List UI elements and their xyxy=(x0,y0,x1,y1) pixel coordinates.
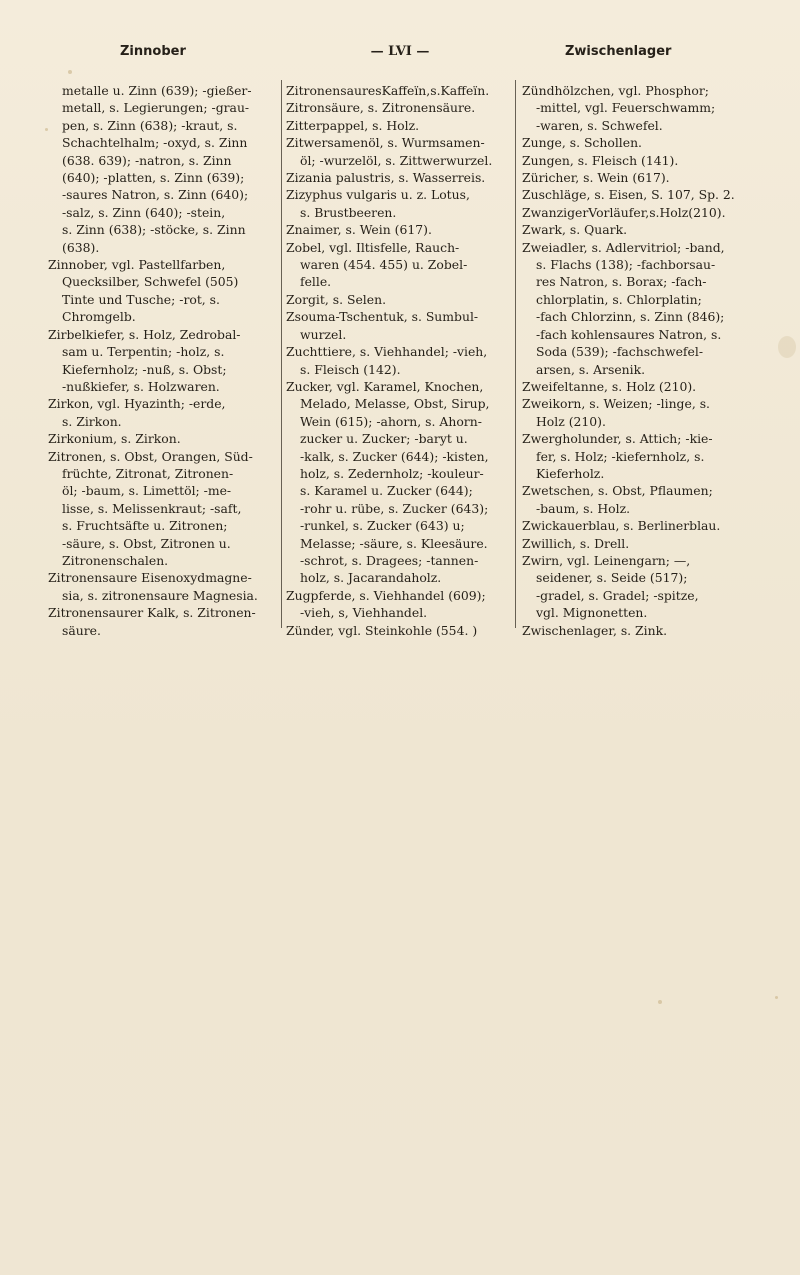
index-entry-line: -kalk, s. Zucker (644); -kisten, xyxy=(300,448,489,464)
index-entry-line: Kieferholz. xyxy=(536,465,605,481)
index-entry-line: Zitronsäure, s. Zitronensäure. xyxy=(286,100,476,116)
index-entry-line: Zwark, s. Quark. xyxy=(522,222,628,238)
index-entry-line: -säure, s. Obst, Zitronen u. xyxy=(62,535,231,551)
index-entry-line: -saures Natron, s. Zinn (640); xyxy=(62,187,249,203)
index-entry-line: Schachtelhalm; -oxyd, s. Zinn xyxy=(62,135,248,151)
index-entry-line: Zwischenlager, s. Zink. xyxy=(522,622,668,638)
index-entry-line: Melado, Melasse, Obst, Sirup, xyxy=(300,396,490,412)
index-entry-line: früchte, Zitronat, Zitronen- xyxy=(62,465,234,481)
index-entry-line: s. Flachs (138); -fachborsau- xyxy=(536,257,716,273)
index-entry-line: -vieh, s, Viehhandel. xyxy=(300,605,428,621)
index-entry-line: chlorplatin, s. Chlorplatin; xyxy=(536,291,702,307)
index-entry-line: Chromgelb. xyxy=(62,309,136,325)
index-entry-line: lisse, s. Melissenkraut; -saft, xyxy=(62,500,242,516)
index-entry-line: Zwergholunder, s. Attich; -kie- xyxy=(522,431,713,447)
index-entry-line: sia, s. zitronensaure Magnesia. xyxy=(62,587,258,603)
index-entry-line: Zweifeltanne, s. Holz (210). xyxy=(522,378,697,394)
index-entry-line: metall, s. Legierungen; -grau- xyxy=(62,100,250,116)
index-entry-line: -schrot, s. Dragees; -tannen- xyxy=(300,552,479,568)
index-entry-line: Zsouma-Tschentuk, s. Sumbul- xyxy=(286,309,479,325)
index-entry-line: Zitterpappel, s. Holz. xyxy=(286,117,420,133)
index-column-2 xyxy=(286,82,512,639)
index-entry-line: Zweikorn, s. Weizen; -linge, s. xyxy=(522,396,711,412)
index-entry-line: Zitronensaure Eisenoxydmagne- xyxy=(48,570,252,586)
index-entry-line: Züricher, s. Wein (617). xyxy=(522,170,670,186)
index-entry-line: s. Karamel u. Zucker (644); xyxy=(300,483,473,499)
index-entry-line: -runkel, s. Zucker (643) u; xyxy=(300,518,465,534)
index-entry-line: ZwanzigerVorläufer,s.Holz(210). xyxy=(522,204,726,220)
index-entry-line: Zitronen, s. Obst, Orangen, Süd- xyxy=(48,448,253,464)
running-head xyxy=(0,44,800,64)
index-entry-line: Quecksilber, Schwefel (505) xyxy=(62,274,239,290)
index-entry-line: Zucker, vgl. Karamel, Knochen, xyxy=(286,378,484,394)
index-entry-line: vgl. Mignonetten. xyxy=(536,605,648,621)
index-entry-line: -gradel, s. Gradel; -spitze, xyxy=(536,587,699,603)
index-entry-line: Zünder, vgl. Steinkohle (554. ) xyxy=(286,622,478,638)
index-entry-line: felle. xyxy=(300,274,332,290)
index-entry-line: (640); -platten, s. Zinn (639); xyxy=(62,170,245,186)
index-entry-line: holz, s. Zedernholz; -kouleur- xyxy=(300,465,484,481)
index-entry-line: öl; -wurzelöl, s. Zittwerwurzel. xyxy=(300,152,493,168)
page-number: — LVI — xyxy=(370,44,430,59)
index-entry-line: Zwillich, s. Drell. xyxy=(522,535,630,551)
index-entry-line: s. Brustbeeren. xyxy=(300,204,397,220)
paper-speck xyxy=(775,996,778,999)
index-entry-line: s. Zirkon. xyxy=(62,413,122,429)
index-entry-line: Zugpferde, s. Viehhandel (609); xyxy=(286,587,486,603)
index-entry-line: fer, s. Holz; -kiefernholz, s. xyxy=(536,448,705,464)
index-entry-line: holz, s. Jacarandaholz. xyxy=(300,570,442,586)
index-entry-line: arsen, s. Arsenik. xyxy=(536,361,646,377)
index-entry-line: seidener, s. Seide (517); xyxy=(536,570,688,586)
index-entry-line: Tinte und Tusche; -rot, s. xyxy=(62,291,220,307)
index-entry-line: (638. 639); -natron, s. Zinn xyxy=(62,152,232,168)
paper-stain xyxy=(778,336,796,358)
running-head-left: Zinnober xyxy=(120,44,186,59)
index-entry-line: waren (454. 455) u. Zobel- xyxy=(300,257,468,273)
index-entry-line: metalle u. Zinn (639); -gießer- xyxy=(62,83,252,98)
index-entry-line: s. Fruchtsäfte u. Zitronen; xyxy=(62,518,228,534)
index-column-3 xyxy=(522,82,772,639)
index-entry-line: zucker u. Zucker; -baryt u. xyxy=(300,431,468,447)
index-entry-line: res Natron, s. Borax; -fach- xyxy=(536,274,707,290)
index-entry-line: -mittel, vgl. Feuerschwamm; xyxy=(536,100,716,116)
index-column-1 xyxy=(48,82,278,639)
index-entry-line: Zirbelkiefer, s. Holz, Zedrobal- xyxy=(48,326,241,342)
index-entry-line: -fach Chlorzinn, s. Zinn (846); xyxy=(536,309,725,325)
index-entry-line: Kiefernholz; -nuß, s. Obst; xyxy=(62,361,227,377)
index-entry-line: wurzel. xyxy=(300,326,347,342)
index-entry-line: Zizania palustris, s. Wasserreis. xyxy=(286,170,486,186)
index-entry-line: Znaimer, s. Wein (617). xyxy=(286,222,432,238)
index-entry-line: -rohr u. rübe, s. Zucker (643); xyxy=(300,500,489,516)
index-entry-line: Zitronensaurer Kalk, s. Zitronen- xyxy=(48,605,256,621)
index-entry-line: Zweiadler, s. Adlervitriol; -band, xyxy=(522,239,725,255)
index-entry-line: Soda (539); -fachschwefel- xyxy=(536,344,704,360)
index-entry-line: Holz (210). xyxy=(536,413,606,429)
index-entry-line: säure. xyxy=(62,622,101,638)
index-entry-line: Zwirn, vgl. Leinengarn; —, xyxy=(522,552,691,568)
index-entry-line: Zündhölzchen, vgl. Phosphor; xyxy=(522,83,709,98)
index-entry-line: -baum, s. Holz. xyxy=(536,500,631,516)
index-entry-line: Zirkon, vgl. Hyazinth; -erde, xyxy=(48,396,226,412)
index-entry-line: ZitronensauresKaffeïn,s.Kaffeïn. xyxy=(286,83,490,98)
index-entry-line: Zungen, s. Fleisch (141). xyxy=(522,152,679,168)
index-entry-line: (638). xyxy=(62,239,100,255)
index-entry-line: s. Zinn (638); -stöcke, s. Zinn xyxy=(62,222,246,238)
index-entry-line: -nußkiefer, s. Holzwaren. xyxy=(62,378,220,394)
paper-speck xyxy=(68,70,72,74)
index-entry-line: -waren, s. Schwefel. xyxy=(536,117,663,133)
index-entry-line: Zinnober, vgl. Pastellfarben, xyxy=(48,257,226,273)
index-entry-line: Zorgit, s. Selen. xyxy=(286,291,387,307)
index-entry-line: Zitronenschalen. xyxy=(62,552,169,568)
index-entry-line: Zizyphus vulgaris u. z. Lotus, xyxy=(286,187,470,203)
index-entry-line: öl; -baum, s. Limettöl; -me- xyxy=(62,483,232,499)
index-entry-line: Zunge, s. Schollen. xyxy=(522,135,642,151)
index-entry-line: pen, s. Zinn (638); -kraut, s. xyxy=(62,117,238,133)
column-divider xyxy=(515,80,516,628)
index-entry-line: Wein (615); -ahorn, s. Ahorn- xyxy=(300,413,482,429)
index-entry-line: Melasse; -säure, s. Kleesäure. xyxy=(300,535,488,551)
index-entry-line: Zuschläge, s. Eisen, S. 107, Sp. 2. xyxy=(522,187,735,203)
index-entry-line: s. Fleisch (142). xyxy=(300,361,401,377)
index-entry-line: -salz, s. Zinn (640); -stein, xyxy=(62,204,226,220)
index-entry-line: Zwetschen, s. Obst, Pflaumen; xyxy=(522,483,713,499)
index-entry-line: Zwickauerblau, s. Berlinerblau. xyxy=(522,518,721,534)
running-head-right: Zwischenlager xyxy=(565,44,672,59)
index-entry-line: -fach kohlensaures Natron, s. xyxy=(536,326,722,342)
index-entry-line: Zitwersamenöl, s. Wurmsamen- xyxy=(286,135,485,151)
paper-speck xyxy=(45,128,48,131)
index-entry-line: Zobel, vgl. Iltisfelle, Rauch- xyxy=(286,239,460,255)
paper-speck xyxy=(658,1000,662,1004)
index-entry-line: sam u. Terpentin; -holz, s. xyxy=(62,344,225,360)
column-divider xyxy=(281,80,282,628)
index-entry-line: Zirkonium, s. Zirkon. xyxy=(48,431,181,447)
index-entry-line: Zuchttiere, s. Viehhandel; -vieh, xyxy=(286,344,488,360)
